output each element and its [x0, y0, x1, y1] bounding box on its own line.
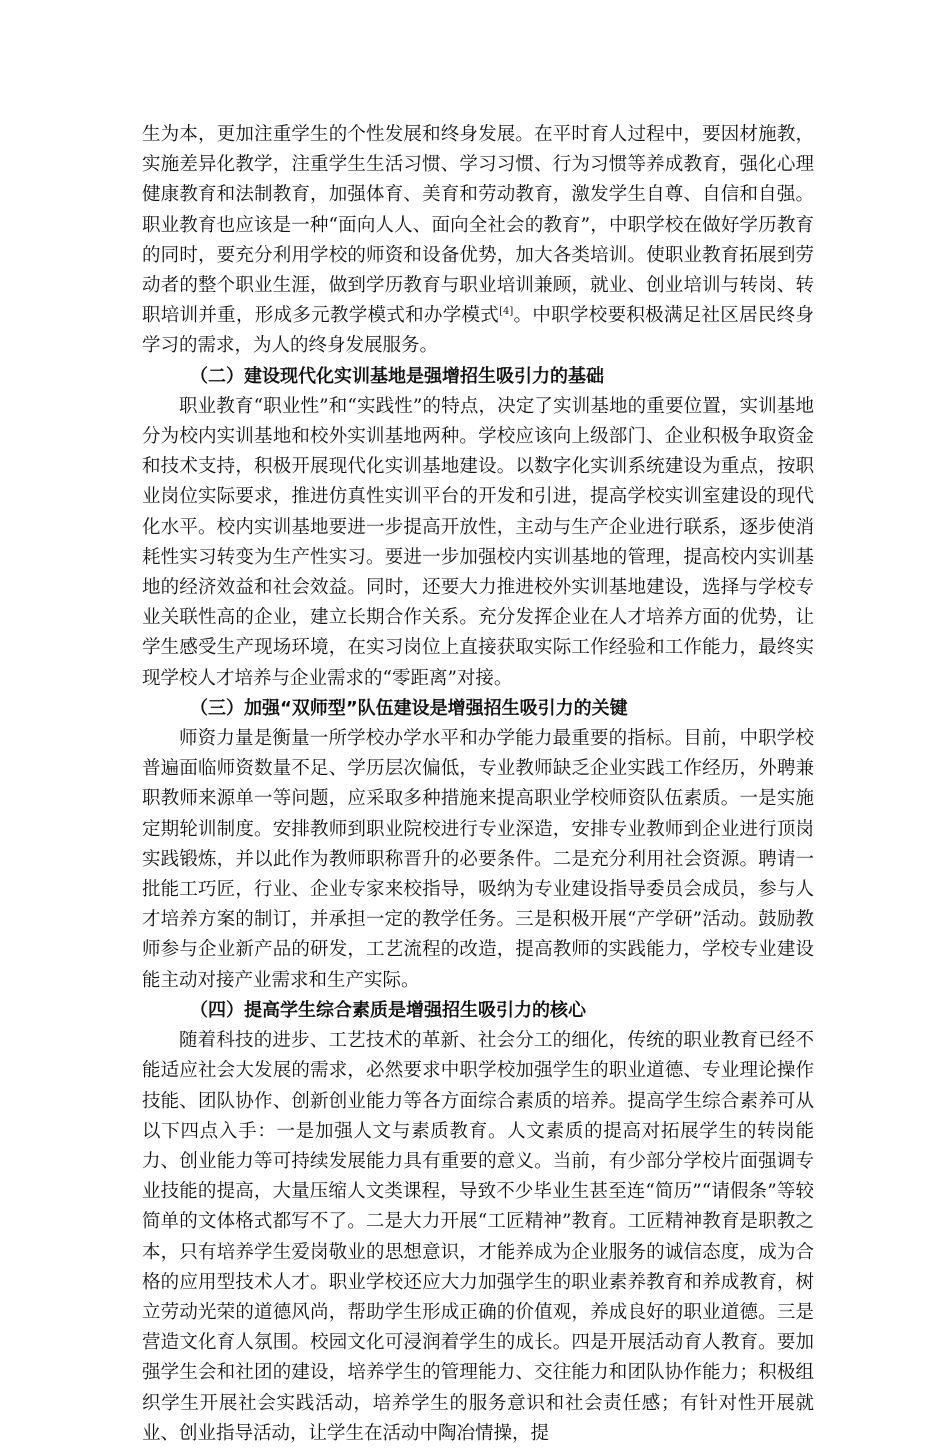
citation-marker: [4] — [499, 306, 514, 318]
paragraph-section-2: 职业教育“职业性”和“实践性”的特点，决定了实训基地的重要位置，实训基地分为校内实训基地和校外实训基地两种。学校应该向上级部门、企业积极争取资金和技术支持，积极开展现代化实训基地建设。以数字化实训系统建设为重点，按职业岗位实际要求，推进仿真性实训平台的开发和引进，提高学校实训室建设的现代化水平。校内实训基地要进一步提高开放性，主动与生产企业进行联系，逐步使消耗性实习转变为生产性实习。要进一步加强校内实训基地的管理，提高校内实训基地的经济效益和社会效益。同时，还要大力推进校外实训基地建设，选择与学校专业关联性高的企业，建立长期合作关系。充分发挥企业在人才培养方面的优势，让学生感受生产现场环境，在实习岗位上直接获取实际工作经验和工作能力，最终实现学校人才培养与企业需求的“零距离”对接。 — [142, 395, 814, 689]
paragraph-section-4: 随着科技的进步、工艺技术的革新、社会分工的细化，传统的职业教育已经不能适应社会大发展的需求，必然要求中职学校加强学生的职业道德、专业理论操作技能、团队协作、创新创业能力等各方面综合素质的培养。提高学生综合素养可从以下四点入手：一是加强人文与素质教育。人文素质的提高对拓展学生的转岗能力、创业能力等可持续发展能力具有重要的意义。当前，有少部分学校片面强调专业技能的提高，大量压缩人文类课程，导致不少毕业生甚至连“简历”“请假条”等较简单的文体格式都写不了。二是大力开展“工匠精神”教育。工匠精神教育是职教之本，只有培养学生爱岗敬业的思想意识，才能养成为企业服务的诚信态度，成为合格的应用型技术人才。职业学校还应大力加强学生的职业素养教育和养成教育，树立劳动光荣的道德风尚，帮助学生形成正确的价值观，养成良好的职业道德。三是营造文化育人氛围。校园文化可浸润着学生的成长。四是开展活动育人教育。要加强学生会和社团的建设，培养学生的管理能力、交往能力和团队协作能力；积极组织学生开展社会实践活动，培养学生的服务意识和社会责任感；有针对性开展就业、创业指导活动，让学生在活动中陶冶情操，提 — [142, 1030, 814, 1444]
paragraph-text-tail: 。中职学校要积极满足社区居民终身学习的需求，为人的终身发展服务。 — [142, 305, 814, 357]
paragraph-text: 生为本，更加注重学生的个性发展和终身发展。在平时育人过程中，要因材施教，实施差异化教学，注重学生生活习惯、学习习惯、行为习惯等养成教育，强化心理健康教育和法制教育，加强体育、美育和劳动教育，激发学生自尊、自信和自强。职业教育也应该是一种“面向人人、面向全社会的教育”，中职学校在做好学历教育的同时，要充分利用学校的师资和设备优势，加大各类培训。使职业教育拓展到劳动者的整个职业生涯，做到学历教育与职业培训兼顾，就业、创业培训与转岗、转职培训并重，形成多元教学模式和办学模式 — [142, 124, 814, 327]
paragraph-continuation — [142, 120, 814, 362]
paragraph-section-3: 师资力量是衡量一所学校办学水平和办学能力最重要的指标。目前，中职学校普遍面临师资数量不足、学历层次偏低，专业教师缺乏企业实践工作经历，外聘兼职教师来源单一等问题，应采取多种措施来提高职业学校师资队伍素质。一是实施定期轮训制度。安排教师到职业院校进行专业深造，安排专业教师到企业进行顶岗实践锻炼，并以此作为教师职称晋升的必要条件。二是充分利用社会资源。聘请一批能工巧匠，行业、企业专家来校指导，吸纳为专业建设指导委员会成员，参与人才培养方案的制订，并承担一定的教学任务。三是积极开展“产学研”活动。鼓励教师参与企业新产品的研发，工艺流程的改造，提高教师的实践能力，学校专业建设能主动对接产业需求和生产实际。 — [142, 728, 814, 991]
document-page — [142, 120, 814, 1449]
section-heading-4: （四）提高学生综合素质是增强招生吸引力的核心 — [190, 999, 586, 1021]
section-heading-3: （三）加强“双师型”队伍建设是增强招生吸引力的关键 — [190, 697, 628, 719]
section-heading-2: （二）建设现代化实训基地是强增招生吸引力的基础 — [190, 365, 604, 387]
